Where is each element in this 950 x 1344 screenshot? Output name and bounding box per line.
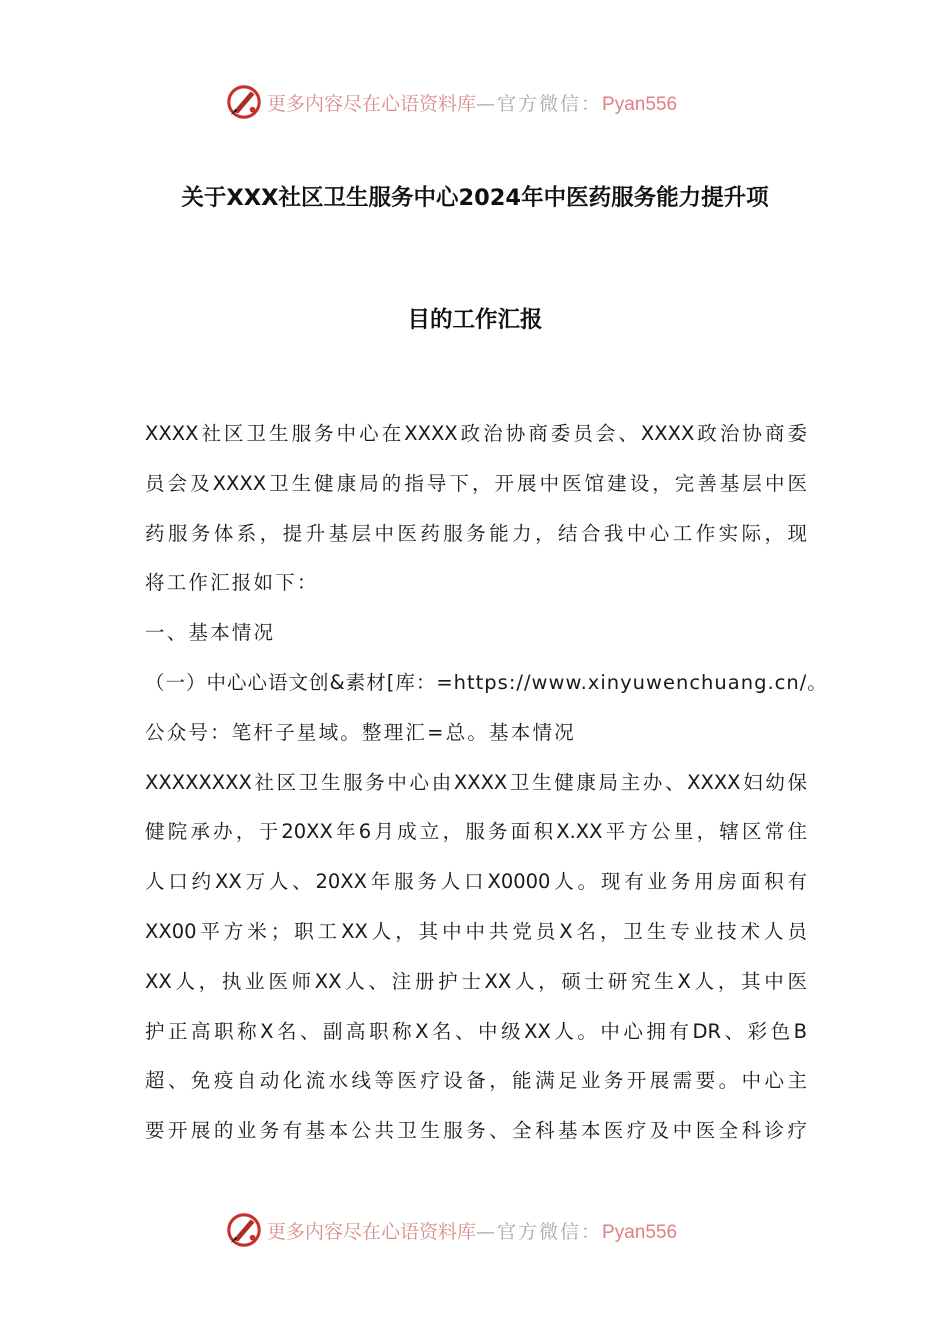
body-line: 护正高职称X名、副高职称X名、中级XX人。中心拥有DR、彩色B bbox=[145, 1019, 807, 1043]
document-title-line-1: 关于XXX社区卫生服务中心2024年中医药服务能力提升项 bbox=[181, 185, 769, 211]
body-line: 员会及XXXX卫生健康局的指导下，开展中医馆建设，完善基层中医 bbox=[145, 471, 807, 495]
watermark-banner-top bbox=[225, 80, 745, 124]
section-heading: 一、基本情况 bbox=[145, 621, 276, 645]
watermark-text: 更多内容尽在心语资料库—官方微信：Pyan556 bbox=[267, 1220, 678, 1243]
body-line: 将工作汇报如下： bbox=[145, 571, 319, 595]
watermark-text: 更多内容尽在心语资料库—官方微信：Pyan556 bbox=[267, 92, 678, 115]
pen-circle-logo-icon bbox=[225, 83, 263, 121]
body-line: 要开展的业务有基本公共卫生服务、全科基本医疗及中医全科诊疗 bbox=[145, 1119, 807, 1143]
pen-circle-logo-icon bbox=[225, 1211, 263, 1249]
document-body bbox=[145, 414, 828, 1161]
body-line: XX00平方米；职工XX人，其中中共党员X名，卫生专业技术人员 bbox=[145, 919, 807, 943]
body-line: 健院承办，于20XX年6月成立，服务面积X.XX平方公里，辖区常住 bbox=[145, 820, 807, 844]
body-line: 人口约XX万人、20XX年服务人口X0000人。现有业务用房面积有 bbox=[145, 870, 807, 894]
body-line: XX人，执业医师XX人、注册护士XX人，硕士研究生X人，其中医 bbox=[145, 969, 807, 993]
body-line: （一）中心心语文创&素材[库：=https://www.xinyuwenchuang.cn/。 bbox=[145, 670, 828, 694]
document-title-line-2: 目的工作汇报 bbox=[407, 307, 543, 333]
body-line: XXXXXXXX社区卫生服务中心由XXXX卫生健康局主办、XXXX妇幼保 bbox=[145, 770, 807, 794]
body-line: 超、免疫自动化流水线等医疗设备，能满足业务开展需要。中心主 bbox=[145, 1069, 807, 1093]
body-line: XXXX社区卫生服务中心在XXXX政治协商委员会、XXXX政治协商委 bbox=[145, 422, 807, 445]
watermark-banner-bottom bbox=[225, 1208, 745, 1252]
body-line: 公众号：笔杆子星域。整理汇=总。基本情况 bbox=[145, 720, 576, 744]
body-line: 药服务体系，提升基层中医药服务能力，结合我中心工作实际，现 bbox=[145, 521, 807, 545]
